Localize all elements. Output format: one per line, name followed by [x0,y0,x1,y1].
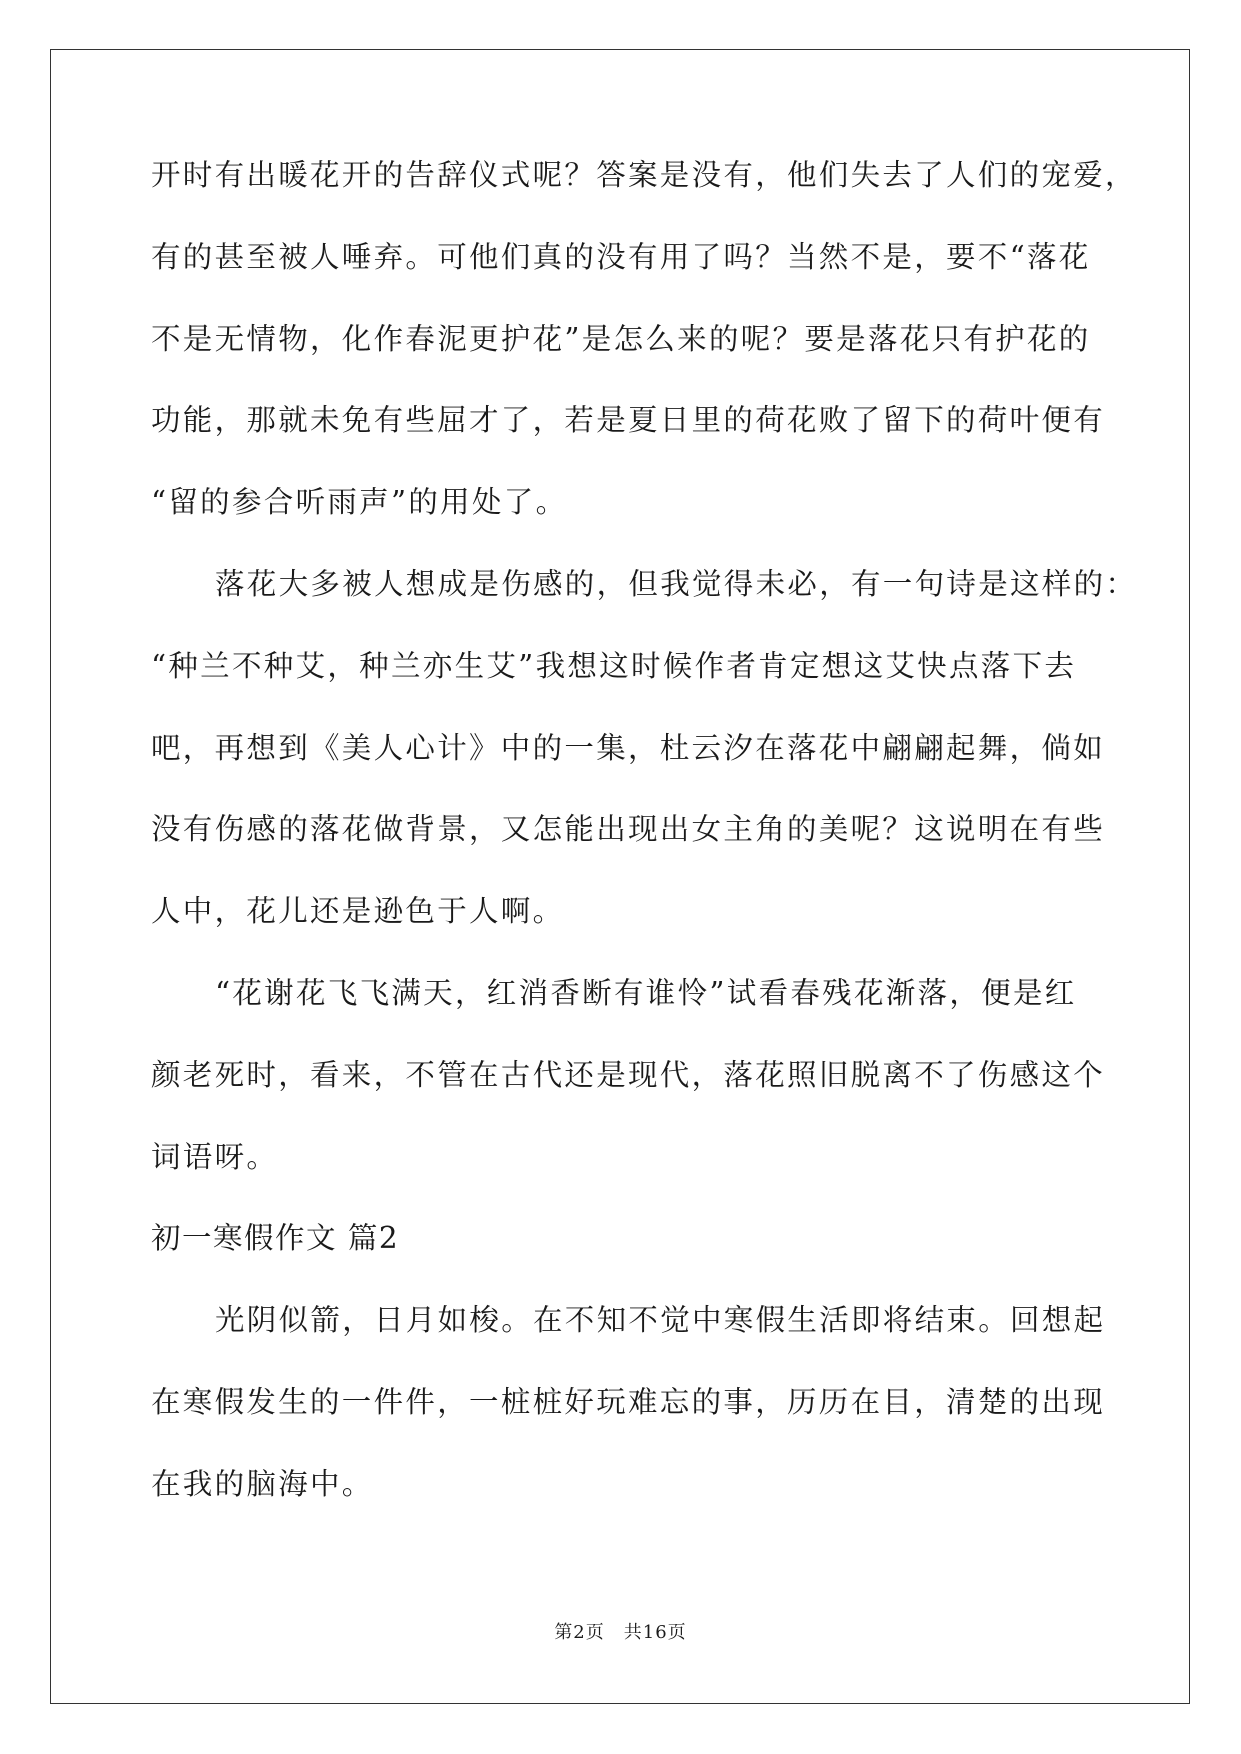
text-line: 开时有出暖花开的告辞仪式呢？答案是没有，他们失去了人们的宠爱， [151,158,1137,192]
text-line: 有的甚至被人唾弃。可他们真的没有用了吗？当然不是，要不“落花 [151,239,1091,274]
text-line: 功能，那就未免有些屈才了，若是夏日里的荷花败了留下的荷叶便有 [151,403,1106,438]
text-line: 在寒假发生的一件件，一桩桩好玩难忘的事，历历在目，清楚的出现 [151,1384,1106,1419]
text-line: “种兰不种艾，种兰亦生艾”我想这时候作者肯定想这艾快点落下去 [151,648,1077,683]
section-heading: 初一寒假作文 篇2 [151,1221,400,1256]
text-line: 词语呀。 [151,1139,279,1174]
text-line: “留的参合听雨声”的用处了。 [151,485,568,520]
document-body [151,158,1138,1551]
text-line: 颜老死时，看来，不管在古代还是现代，落花照旧脱离不了伤感这个 [151,1057,1106,1092]
text-line: 不是无情物，化作春泥更护花”是怎么来的呢？要是落花只有护花的 [151,321,1091,356]
text-line: 在我的脑海中。 [151,1466,374,1501]
text-line: 光阴似箭，日月如梭。在不知不觉中寒假生活即将结束。回想起 [215,1303,1106,1338]
text-line: 人中，花儿还是逊色于人啊。 [151,894,565,929]
text-line: 落花大多被人想成是伤感的，但我觉得未必，有一句诗是这样的： [215,566,1138,601]
text-line: 没有伤感的落花做背景，又怎能出现出女主角的美呢？这说明在有些 [151,812,1106,847]
text-line: “花谢花飞飞满天，红消香断有谁怜”试看春残花渐落，便是红 [215,975,1077,1010]
text-line: 吧，再想到《美人心计》中的一集，杜云汐在落花中翩翩起舞，倘如 [151,730,1106,765]
page-number-footer: 第2页 共16页 [554,1622,687,1643]
